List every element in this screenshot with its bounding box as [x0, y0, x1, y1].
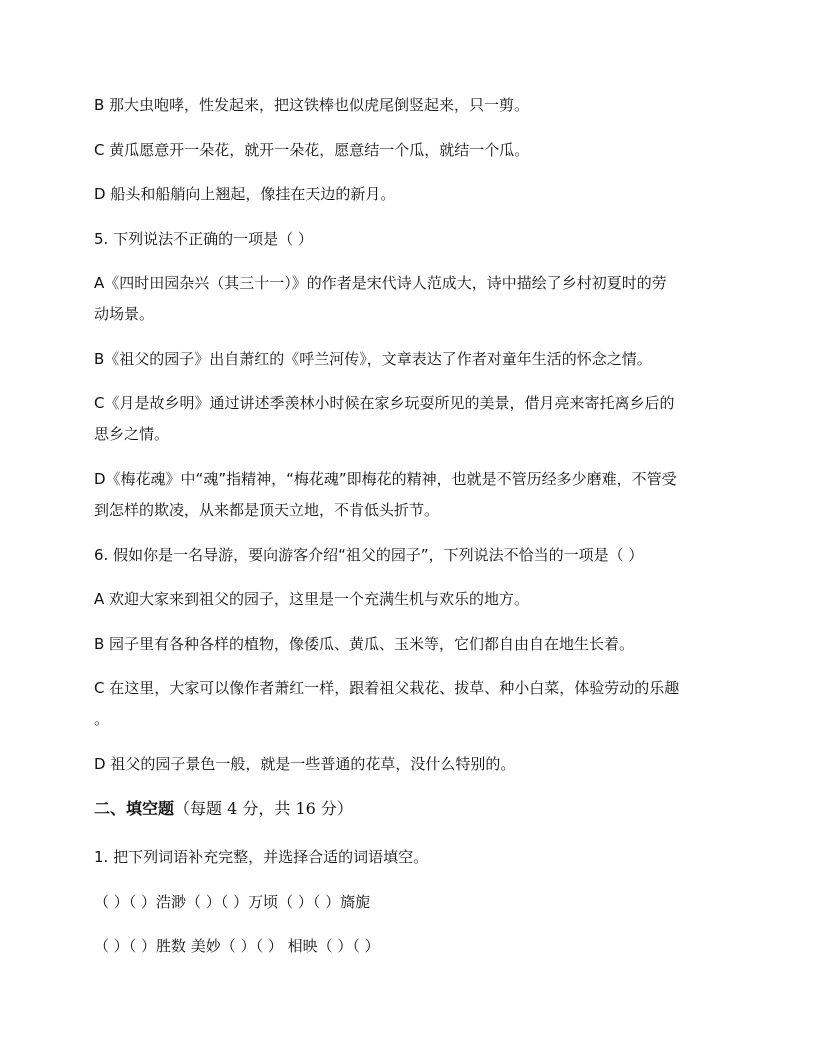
q4-option-d: D 船头和船艄向上翘起，像挂在天边的新月。: [94, 185, 396, 203]
section2-title: 二、填空题: [94, 799, 175, 818]
q6-stem: 6. 假如你是一名导游，要向游客介绍“祖父的园子”，下列说法不恰当的一项是（ ）: [94, 546, 644, 564]
q5-option-c-line2: 思乡之情。: [94, 425, 170, 443]
q6-option-d: D 祖父的园子景色一般，就是一些普通的花草，没什么特别的。: [94, 755, 516, 773]
q5-option-d-line2: 到怎样的欺凌，从来都是顶天立地，不肯低头折节。: [94, 501, 440, 519]
q5-option-b: B《祖父的园子》出自萧红的《呼兰河传》，文章表达了作者对童年生活的怀念之情。: [94, 350, 652, 368]
q4-option-b: B 那大虫咆哮，性发起来，把这铁棒也似虎尾倒竖起来，只一剪。: [94, 96, 530, 114]
section2-score-note: （每题 4 分，共 16 分）: [174, 799, 353, 818]
q6-option-b: B 园子里有各种各样的植物，像倭瓜、黄瓜、玉米等，它们都自由自在地生长着。: [94, 635, 635, 653]
q5-option-d-line1: D《梅花魂》中“魂”指精神，“梅花魂”即梅花的精神，也就是不管历经多少磨难，不管受: [94, 470, 677, 488]
q5-option-a-line2: 动场景。: [94, 305, 155, 323]
fill1-word-line-1: （ ）（ ）浩渺（ ）（ ）万顷（ ）（ ）旖旎: [94, 893, 371, 911]
q6-option-c-line2: 。: [94, 710, 110, 728]
fill1-stem: 1. 把下列词语补充完整，并选择合适的词语填空。: [94, 848, 429, 866]
q4-option-c: C 黄瓜愿意开一朵花，就开一朵花，愿意结一个瓜，就结一个瓜。: [94, 141, 530, 159]
q5-option-a-line1: A《四时田园杂兴（其三十一）》的作者是宋代诗人范成大，诗中描绘了乡村初夏时的劳: [94, 274, 667, 292]
section2-heading: [94, 799, 734, 819]
q6-option-c-line1: C 在这里，大家可以像作者萧红一样，跟着祖父栽花、拔草、种小白菜，体验劳动的乐趣: [94, 679, 680, 697]
fill1-word-line-2: （ ）（ ）胜数 美妙（ ）（ ） 相映（ ）（ ）: [94, 937, 380, 955]
q5-option-c-line1: C《月是故乡明》通过讲述季羡林小时候在家乡玩耍所见的美景，借月亮来寄托离乡后的: [94, 394, 675, 412]
q5-stem: 5. 下列说法不正确的一项是（ ）: [94, 230, 313, 248]
q6-option-a: A 欢迎大家来到祖父的园子，这里是一个充满生机与欢乐的地方。: [94, 590, 530, 608]
